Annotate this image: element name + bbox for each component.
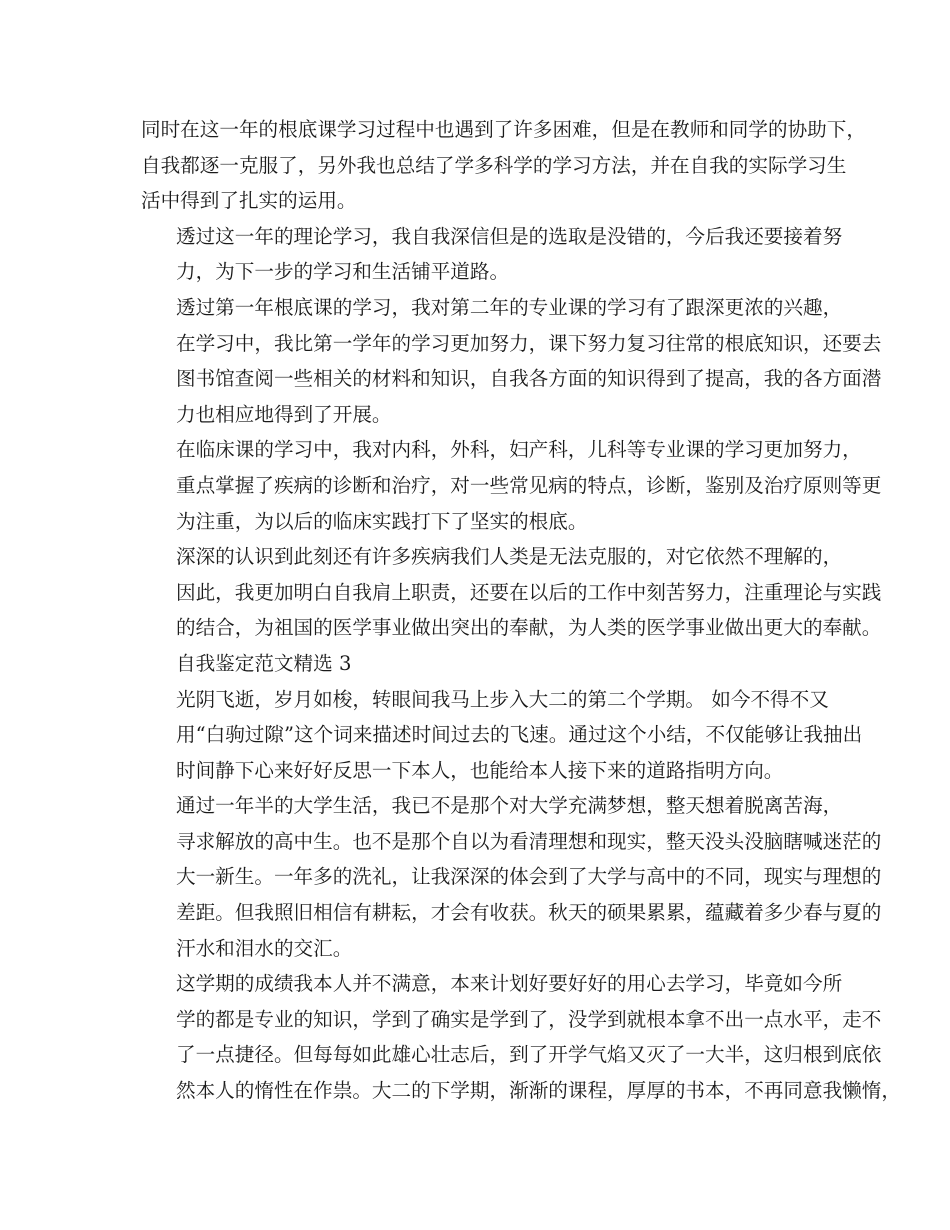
text-line: 重点掌握了疾病的诊断和治疗，对一些常见病的特点，诊断，鉴别及治疗原则等更 xyxy=(176,473,882,497)
text-line: 为注重，为以后的临床实践打下了坚实的根底。 xyxy=(176,509,588,533)
text-line: 的结合，为祖国的医学事业做出突出的奉献，为人类的医学事业做出更大的奉献。 xyxy=(176,616,882,640)
text-line: 时间静下心来好好反思一下本人，也能给本人接下来的道路指明方向。 xyxy=(176,758,784,782)
paragraph xyxy=(141,966,901,1108)
text-line: 学的都是专业的知识，学到了确实是学到了，没学到就根本拿不出一点水平，走不 xyxy=(176,1007,882,1031)
text-line: 用“白驹过隙”这个词来描述时间过去的飞速。通过这个小结，不仅能够让我抽出 xyxy=(176,723,863,747)
text-line: 大一新生。一年多的洗礼，让我深深的体会到了大学与高中的不同，现实与理想的 xyxy=(176,865,882,889)
text-line: 力，为下一步的学习和生活铺平道路。 xyxy=(176,260,510,284)
text-line: 自我都逐一克服了，另外我也总结了学多科学的学习方法，并在自我的实际学习生 xyxy=(141,153,847,177)
text-line: 在学习中，我比第一学年的学习更加努力，课下努力复习往常的根底知识，还要去 xyxy=(176,331,882,355)
paragraph xyxy=(141,682,863,789)
text-line: 同时在这一年的根底课学习过程中也遇到了许多困难，但是在教师和同学的协助下， xyxy=(141,118,866,141)
paragraph xyxy=(141,432,882,539)
text-line: 在临床课的学习中，我对内科，外科，妇产科，儿科等专业课的学习更加努力， xyxy=(176,438,862,462)
text-line: 差距。但我照旧相信有耕耘，才会有收获。秋天的硕果累累，蕴藏着多少春与夏的 xyxy=(176,901,882,925)
text-line: 寻求解放的高中生。也不是那个自以为看清理想和现实，整天没头没脑瞎喊迷茫的 xyxy=(176,829,882,853)
text-line: 透过第一年根底课的学习，我对第二年的专业课的学习有了跟深更浓的兴趣， xyxy=(176,295,843,319)
paragraph xyxy=(141,112,866,219)
text-line: 通过一年半的大学生活，我已不是那个对大学充满梦想，整天想着脱离苦海， xyxy=(176,794,843,818)
text-line: 力也相应地得到了开展。 xyxy=(176,402,392,426)
text-line: 图书馆查阅一些相关的材料和知识，自我各方面的知识得到了提高，我的各方面潜 xyxy=(176,367,882,391)
paragraph xyxy=(141,290,882,432)
text-line: 自我鉴定范文精选 3 xyxy=(176,651,352,675)
text-line: 因此，我更加明白自我肩上职责，还要在以后的工作中刻苦努力，注重理论与实践 xyxy=(176,580,882,604)
text-line: 活中得到了扎实的运用。 xyxy=(141,189,357,213)
text-line: 然本人的惰性在作祟。大二的下学期，渐渐的课程，厚厚的书本，不再同意我懒惰， xyxy=(176,1079,901,1103)
text-line: 汗水和泪水的交汇。 xyxy=(176,936,353,960)
paragraph xyxy=(141,646,825,682)
text-line: 光阴飞逝，岁月如梭，转眼间我马上步入大二的第二个学期。 如今不得不又 xyxy=(176,687,829,711)
text-line: 了一点捷径。但每每如此雄心壮志后，到了开学气焰又灭了一大半，这归根到底依 xyxy=(176,1043,882,1067)
paragraph xyxy=(141,539,882,646)
paragraph xyxy=(141,219,843,290)
text-line: 透过这一年的理论学习，我自我深信但是的选取是没错的，今后我还要接着努 xyxy=(176,224,843,248)
text-line: 深深的认识到此刻还有许多疾病我们人类是无法克服的，对它依然不理解的， xyxy=(176,545,843,569)
text-line: 这学期的成绩我本人并不满意，本来计划好要好好的用心去学习，毕竟如今所 xyxy=(176,972,843,996)
paragraph xyxy=(141,788,882,966)
document-body xyxy=(141,112,901,1109)
